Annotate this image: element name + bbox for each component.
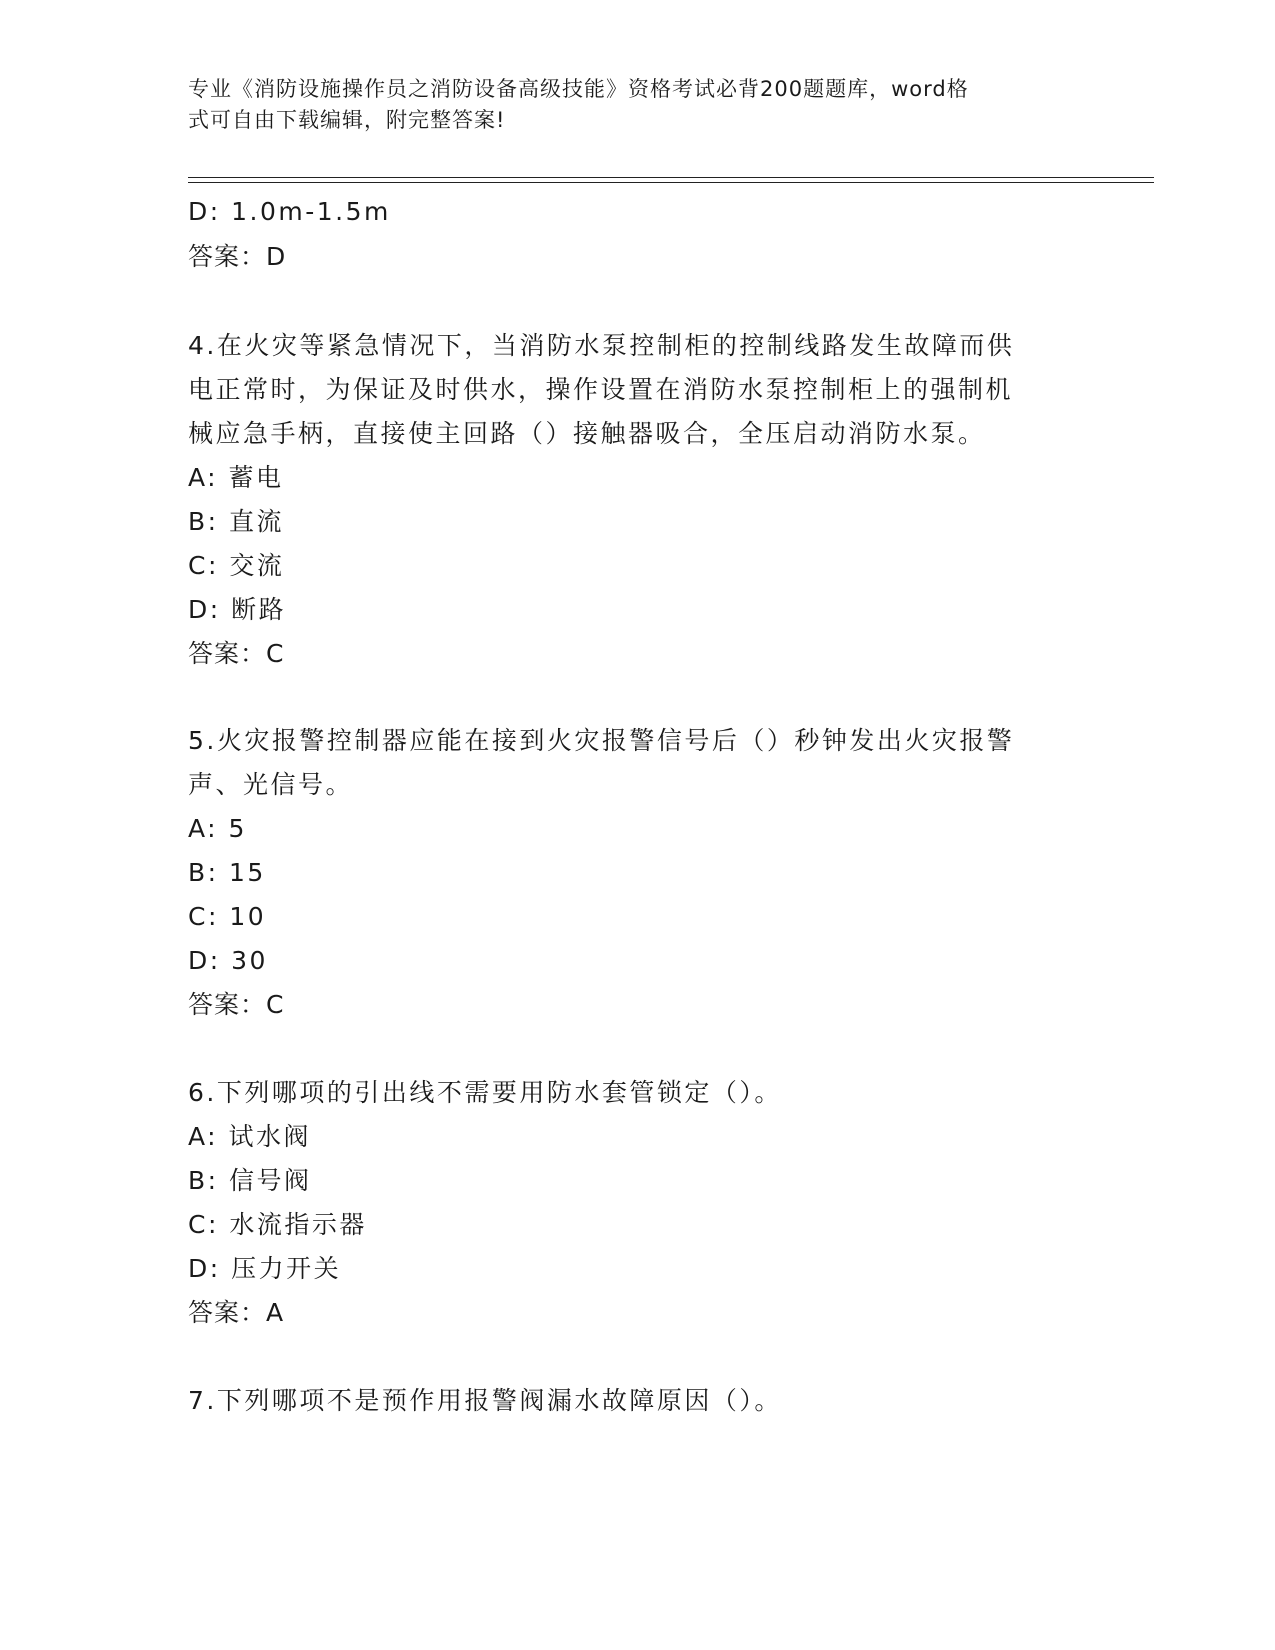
q5-option-c: C: 10 [188,902,267,931]
q4-option-d: D: 断路 [188,595,287,624]
q6-text-line-1: 6.下列哪项的引出线不需要用防水套管锁定（）。 [188,1078,782,1107]
header-rule-top [188,177,1154,178]
q4-option-b: B: 直流 [188,507,285,536]
q5-option-d: D: 30 [188,946,268,975]
q4-text-line-3: 械应急手柄，直接使主回路（）接触器吸合，全压启动消防水泵。 [188,419,986,448]
q4-answer: 答案：C [188,639,285,668]
header-title-line-2: 式可自由下载编辑，附完整答案! [188,108,506,132]
q7-text-line-1: 7.下列哪项不是预作用报警阀漏水故障原因（）。 [188,1386,782,1415]
q6-answer: 答案：A [188,1298,285,1327]
q5-option-b: B: 15 [188,858,266,887]
q6-option-c: C: 水流指示器 [188,1210,367,1239]
header-rule-bottom [188,182,1154,183]
q5-text-line-2: 声、光信号。 [188,770,354,799]
q6-option-a: A: 试水阀 [188,1122,312,1151]
q4-text-line-2: 电正常时，为保证及时供水，操作设置在消防水泵控制柜上的强制机 [188,375,1014,404]
document-header [188,74,1068,136]
q5-answer: 答案：C [188,990,285,1019]
q3-answer: 答案：D [188,242,287,271]
q6-option-d: D: 压力开关 [188,1254,342,1283]
q4-text-line-1: 4.在火灾等紧急情况下，当消防水泵控制柜的控制线路发生故障而供 [188,331,1015,360]
q6-option-b: B: 信号阀 [188,1166,312,1195]
q3-option-d: D: 1.0m-1.5m [188,197,391,226]
q5-option-a: A: 5 [188,814,247,843]
q5-text-line-1: 5.火灾报警控制器应能在接到火灾报警信号后（）秒钟发出火灾报警 [188,726,1015,755]
q4-option-c: C: 交流 [188,551,285,580]
q4-option-a: A: 蓄电 [188,463,284,492]
header-title-line-1: 专业《消防设施操作员之消防设备高级技能》资格考试必背200题题库，word格 [188,77,969,101]
